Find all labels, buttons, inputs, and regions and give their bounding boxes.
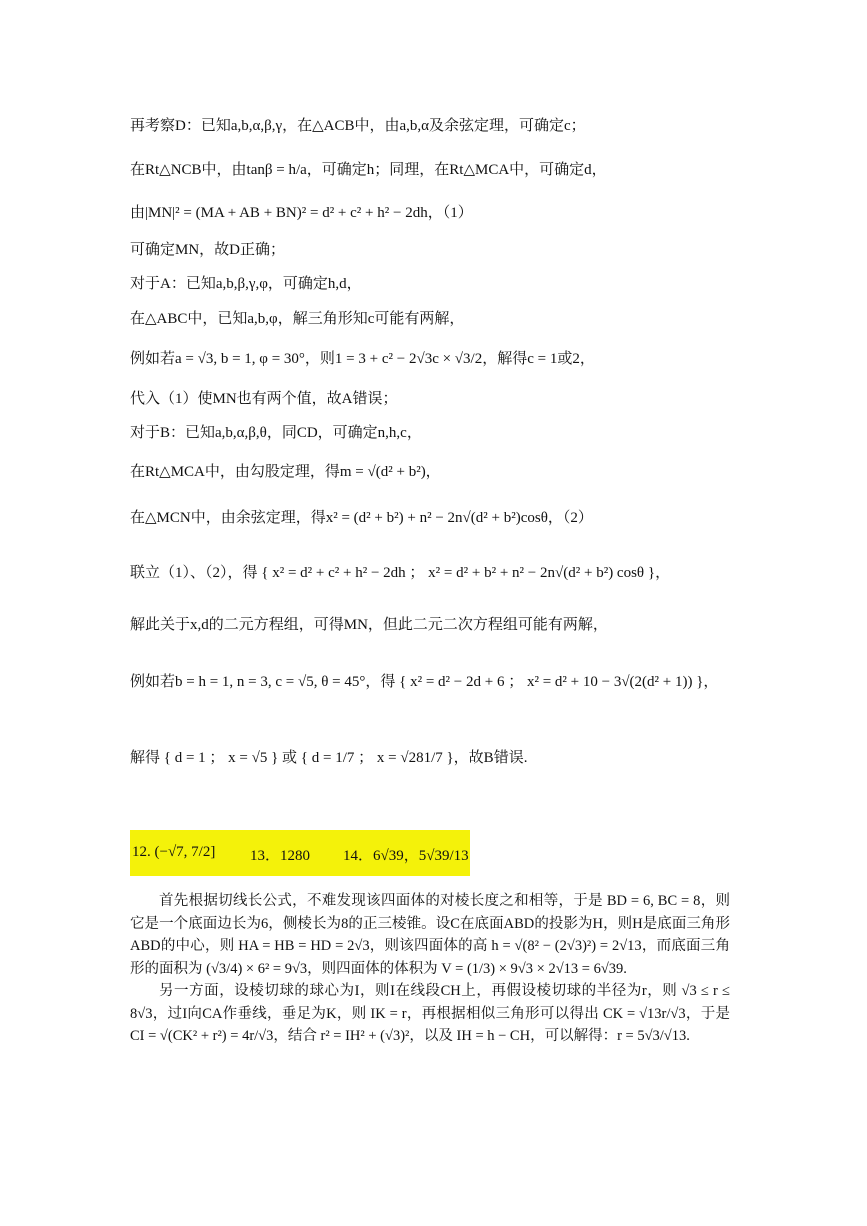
solution-line: 由|MN|² = (MA + AB + BN)² = d² + c² + h² − 2dh，（1）	[130, 205, 473, 221]
solution-line: 在Rt△MCA中，由勾股定理，得m = √(d² + b²)，	[130, 464, 441, 480]
solution-line: 代入（1）使MN也有两个值，故A错误；	[130, 391, 398, 407]
solution-line: 解得 { d = 1 ； x = √5 } 或 { d = 1/7 ； x = √281/7 }，故B错误.	[130, 750, 528, 766]
answer-q14: 14．6√39，5√39/13	[343, 848, 469, 864]
answer-q13: 13．1280	[250, 848, 311, 864]
explanation-paragraph: 另一方面，设棱切球的球心为I，则I在线段CH上，再假设棱切球的半径为r，则 √3 ≤ r ≤ 8√3，过I向CA作垂线，垂足为K，则 IK = r，再根据相似三角形可以得出 CK = √13r/√3，于是 CI = √(CK² + r²) = 4r/√3，结合 r² = IH² + (√3)²，以及 IH = h − CH，可以解得：r = 5√3/√13.	[130, 983, 730, 1044]
explanation-paragraph: 首先根据切线长公式，不难发现该四面体的对棱长度之和相等，于是 BD = 6, BC = 8，则它是一个底面边长为6，侧棱长为8的正三棱锥。设C在底面ABD的投影为H，则H是底面三角形ABD的中心，则 HA = HB = HD = 2√3，则该四面体的高 h = √(8² − (2√3)²) = 2√13，而底面三角形的面积为 (√3/4) × 6² = 9√3，则四面体的体积为 V = (1/3) × 9√3 × 2√13 = 6√39.	[130, 893, 730, 977]
answer-q12: 12. (−√7, 7/2]	[132, 844, 216, 860]
solution-line: 在△ABC中，已知a,b,φ，解三角形知c可能有两解，	[130, 311, 465, 327]
solution-line: 联立（1）、（2），得 { x² = d² + c² + h² − 2dh ； x² = d² + b² + n² − 2n√(d² + b²) cosθ }，	[130, 565, 671, 581]
solution-line: 可确定MN，故D正确；	[130, 242, 286, 258]
solution-line: 再考察D：已知a,b,α,β,γ，在△ACB中，由a,b,α及余弦定理，可确定c；	[130, 118, 586, 134]
solution-line: 解此关于x,d的二元方程组，可得MN，但此二元二次方程组可能有两解，	[130, 617, 608, 633]
solution-line: 在Rt△NCB中，由tanβ = h/a，可确定h；同理，在Rt△MCA中，可确定d，	[130, 162, 607, 178]
explanation-block	[130, 890, 730, 1048]
answer-highlight	[130, 830, 470, 876]
solution-line: 在△MCN中，由余弦定理，得x² = (d² + b²) + n² − 2n√(d² + b²)cosθ，（2）	[130, 510, 593, 526]
solution-line: 例如若b = h = 1, n = 3, c = √5, θ = 45°，得 { x² = d² − 2d + 6 ； x² = d² + 10 − 3√(2(d² + 1)) }，	[130, 674, 719, 690]
solution-line: 对于A：已知a,b,β,γ,φ，可确定h,d，	[130, 276, 362, 292]
solution-line: 例如若a = √3, b = 1, φ = 30°，则1 = 3 + c² − 2√3c × √3/2，解得c = 1或2，	[130, 351, 595, 367]
solution-line: 对于B：已知a,b,α,β,θ，同CD，可确定n,h,c，	[130, 425, 422, 441]
